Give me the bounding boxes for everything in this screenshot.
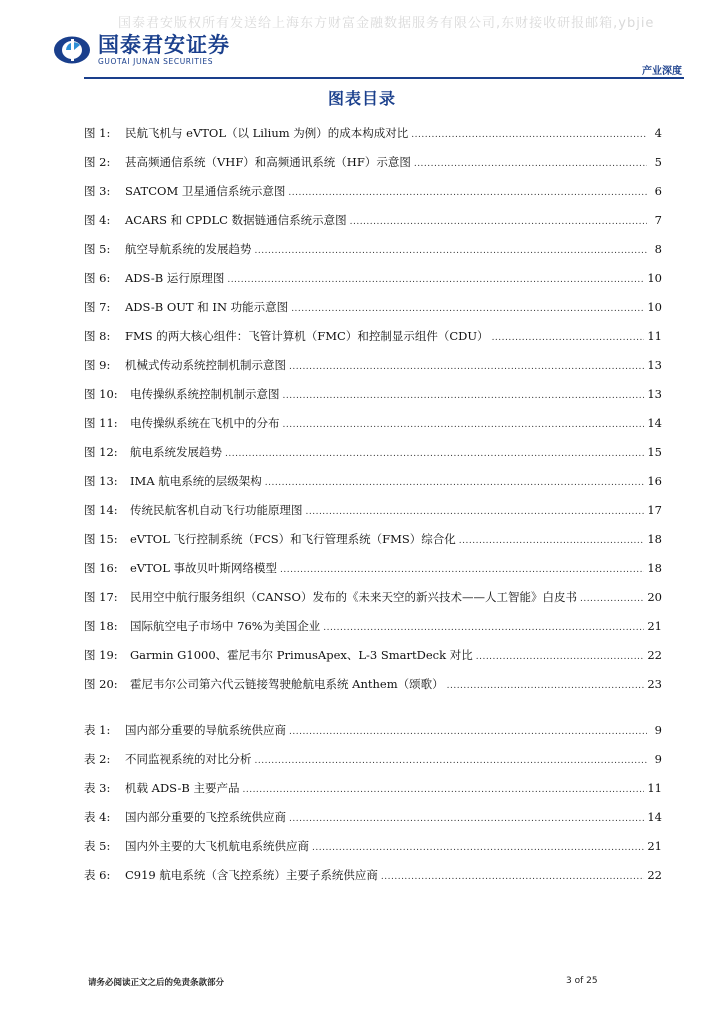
toc-entry-page: 21 [647, 839, 662, 853]
toc-entry-label: 图 1: [84, 126, 111, 140]
toc-leader-dots [312, 840, 644, 856]
toc-entry-label: 图 10: [84, 387, 118, 401]
toc-entry-title: 甚高频通信系统（VHF）和高频通讯系统（HF）示意图 [125, 155, 411, 169]
toc-entry-title: ADS-B OUT 和 IN 功能示意图 [125, 300, 289, 314]
toc-entry-label: 图 12: [84, 445, 118, 459]
toc-entry-page: 14 [647, 416, 662, 430]
toc-figure-entry[interactable] [84, 154, 662, 183]
toc-entry-label: 图 9: [84, 358, 111, 372]
toc-entry-title: 民用空中航行服务组织（CANSO）发布的《未来天空的新兴技术——人工智能》白皮书 [130, 590, 577, 604]
page-indicator: 3 of 25 [566, 976, 598, 986]
toc-figure-entry[interactable] [84, 241, 662, 270]
toc-leader-dots [291, 301, 644, 317]
toc-entry-label: 图 8: [84, 329, 111, 343]
toc-figure-entry[interactable] [84, 299, 662, 328]
toc-entry-title: 传统民航客机自动飞行功能原理图 [130, 503, 303, 517]
toc-figure-entry[interactable] [84, 473, 662, 502]
toc-entry-title: 霍尼韦尔公司第六代云链接驾驶舱航电系统 Anthem（颂歌） [130, 677, 444, 691]
toc-entry-label: 表 1: [84, 723, 111, 737]
toc-table-entry[interactable] [84, 751, 662, 780]
toc-entry-title: 民航飞机与 eVTOL（以 Lilium 为例）的成本构成对比 [125, 126, 409, 140]
toc-figure-entry[interactable] [84, 647, 662, 676]
toc-entry-page: 18 [647, 561, 662, 575]
toc-leader-dots [580, 591, 644, 607]
toc-leader-dots [306, 504, 645, 520]
brand-emblem-icon [52, 35, 92, 65]
toc-entry-label: 图 16: [84, 561, 118, 575]
toc-entry-label: 表 4: [84, 810, 111, 824]
toc-entry-label: 图 6: [84, 271, 111, 285]
toc-entry-page: 13 [647, 358, 662, 372]
toc-entry-page: 23 [647, 677, 662, 691]
toc-entry-title: 国内部分重要的导航系统供应商 [125, 723, 286, 737]
toc-leader-dots [476, 649, 645, 665]
toc-entry-label: 图 19: [84, 648, 118, 662]
toc-leader-dots [265, 475, 645, 491]
toc-entry-page: 20 [647, 590, 662, 604]
toc-entry-page: 11 [647, 329, 662, 343]
toc-leader-dots [350, 214, 647, 230]
toc-entry-title: 航空导航系统的发展趋势 [125, 242, 252, 256]
table-list [84, 722, 662, 896]
header-divider [84, 77, 684, 79]
toc-entry-page: 6 [654, 184, 662, 198]
toc-leader-dots [289, 724, 647, 740]
toc-entry-title: 国内外主要的大飞机航电系统供应商 [125, 839, 309, 853]
toc-entry-title: SATCOM 卫星通信系统示意图 [125, 184, 286, 198]
toc-leader-dots [289, 359, 644, 375]
toc-entry-title: Garmin G1000、霍尼韦尔 PrimusApex、L-3 SmartDeck 对比 [130, 648, 473, 662]
toc-figure-entry[interactable] [84, 676, 662, 705]
toc-entry-page: 13 [647, 387, 662, 401]
toc-entry-title: eVTOL 事故贝叶斯网络模型 [130, 561, 278, 575]
toc-leader-dots [280, 562, 644, 578]
toc-entry-title: FMS 的两大核心组件：飞管计算机（FMC）和控制显示组件（CDU） [125, 329, 489, 343]
toc-entry-label: 图 14: [84, 503, 118, 517]
toc-entry-page: 9 [654, 752, 662, 766]
toc-leader-dots [411, 127, 647, 143]
toc-figure-entry[interactable] [84, 183, 662, 212]
toc-figure-entry[interactable] [84, 589, 662, 618]
toc-table-entry[interactable] [84, 780, 662, 809]
toc-entry-page: 15 [647, 445, 662, 459]
toc-table-entry[interactable] [84, 722, 662, 751]
toc-entry-label: 图 5: [84, 242, 111, 256]
toc-entry-label: 图 20: [84, 677, 118, 691]
toc-entry-page: 5 [654, 155, 662, 169]
toc-entry-page: 18 [647, 532, 662, 546]
toc-entry-page: 7 [654, 213, 662, 227]
toc-entry-title: 国内部分重要的飞控系统供应商 [125, 810, 286, 824]
toc-figure-entry[interactable] [84, 444, 662, 473]
toc-leader-dots [381, 869, 644, 885]
toc-entry-title: 不同监视系统的对比分析 [125, 752, 252, 766]
brand-logo [52, 33, 230, 66]
toc-entry-label: 表 2: [84, 752, 111, 766]
toc-heading: 图表目录 [327, 89, 396, 108]
toc-leader-dots [492, 330, 645, 346]
toc-entry-title: 机载 ADS-B 主要产品 [125, 781, 240, 795]
toc-entry-title: eVTOL 飞行控制系统（FCS）和飞行管理系统（FMS）综合化 [130, 532, 456, 546]
toc-figure-entry[interactable] [84, 502, 662, 531]
toc-entry-title: 电传操纵系统在飞机中的分布 [130, 416, 280, 430]
toc-entry-page: 9 [654, 723, 662, 737]
toc-entry-page: 17 [647, 503, 662, 517]
toc-figure-entry[interactable] [84, 560, 662, 589]
toc-leader-dots [255, 753, 648, 769]
toc-figure-entry[interactable] [84, 270, 662, 299]
toc-entry-page: 10 [647, 271, 662, 285]
toc-entry-page: 14 [647, 810, 662, 824]
disclaimer-note: 请务必阅读正文之后的免责条款部分 [88, 978, 225, 988]
toc-figure-entry[interactable] [84, 386, 662, 415]
toc-leader-dots [242, 782, 644, 798]
toc-leader-dots [227, 272, 644, 288]
toc-entry-page: 16 [647, 474, 662, 488]
toc-entry-label: 图 15: [84, 532, 118, 546]
toc-entry-label: 图 18: [84, 619, 118, 633]
toc-figure-entry[interactable] [84, 531, 662, 560]
toc-entry-label: 图 2: [84, 155, 111, 169]
toc-entry-page: 11 [647, 781, 662, 795]
toc-entry-title: C919 航电系统（含飞控系统）主要子系统供应商 [125, 868, 378, 882]
toc-figure-entry[interactable] [84, 415, 662, 444]
toc-table-entry[interactable] [84, 867, 662, 896]
toc-leader-dots [225, 446, 644, 462]
toc-entry-label: 图 3: [84, 184, 111, 198]
toc-figure-entry[interactable] [84, 125, 662, 154]
toc-table-entry[interactable] [84, 838, 662, 867]
toc-entry-title: 电传操纵系统控制机制示意图 [130, 387, 280, 401]
toc-entry-page: 4 [654, 126, 662, 140]
toc-figure-entry[interactable] [84, 618, 662, 647]
toc-figure-entry[interactable] [84, 328, 662, 357]
toc-entry-page: 22 [647, 648, 662, 662]
figure-list [84, 125, 662, 705]
toc-leader-dots [255, 243, 648, 259]
toc-entry-label: 表 3: [84, 781, 111, 795]
toc-entry-label: 表 5: [84, 839, 111, 853]
toc-leader-dots [414, 156, 647, 172]
toc-leader-dots [459, 533, 645, 549]
toc-entry-title: ACARS 和 CPDLC 数据链通信系统示意图 [125, 213, 347, 227]
brand-name-cn: 国泰君安证券 [98, 33, 230, 57]
toc-entry-title: 国际航空电子市场中 76%为美国企业 [130, 619, 321, 633]
toc-entry-page: 10 [647, 300, 662, 314]
toc-entry-label: 表 6: [84, 868, 111, 882]
toc-leader-dots [323, 620, 644, 636]
toc-entry-label: 图 4: [84, 213, 111, 227]
toc-entry-title: ADS-B 运行原理图 [125, 271, 225, 285]
toc-entry-title: IMA 航电系统的层级架构 [130, 474, 262, 488]
toc-entry-title: 航电系统发展趋势 [130, 445, 222, 459]
toc-figure-entry[interactable] [84, 212, 662, 241]
toc-entry-label: 图 13: [84, 474, 118, 488]
watermark-text: 国泰君安版权所有发送给上海东方财富金融数据服务有限公司,东财接收研报邮箱,ybjie [118, 16, 655, 31]
toc-entry-title: 机械式传动系统控制机制示意图 [125, 358, 286, 372]
toc-entry-label: 图 17: [84, 590, 118, 604]
toc-entry-page: 21 [647, 619, 662, 633]
toc-entry-page: 8 [654, 242, 662, 256]
report-type-tag: 产业深度 [642, 66, 682, 77]
brand-name-en: GUOTAI JUNAN SECURITIES [98, 57, 214, 66]
toc-figure-entry[interactable] [84, 357, 662, 386]
toc-entry-label: 图 7: [84, 300, 111, 314]
toc-leader-dots [288, 185, 647, 201]
toc-leader-dots [289, 811, 644, 827]
toc-leader-dots [447, 678, 645, 694]
toc-entry-page: 22 [647, 868, 662, 882]
toc-leader-dots [283, 417, 645, 433]
toc-entry-label: 图 11: [84, 416, 118, 430]
toc-table-entry[interactable] [84, 809, 662, 838]
toc-leader-dots [283, 388, 645, 404]
